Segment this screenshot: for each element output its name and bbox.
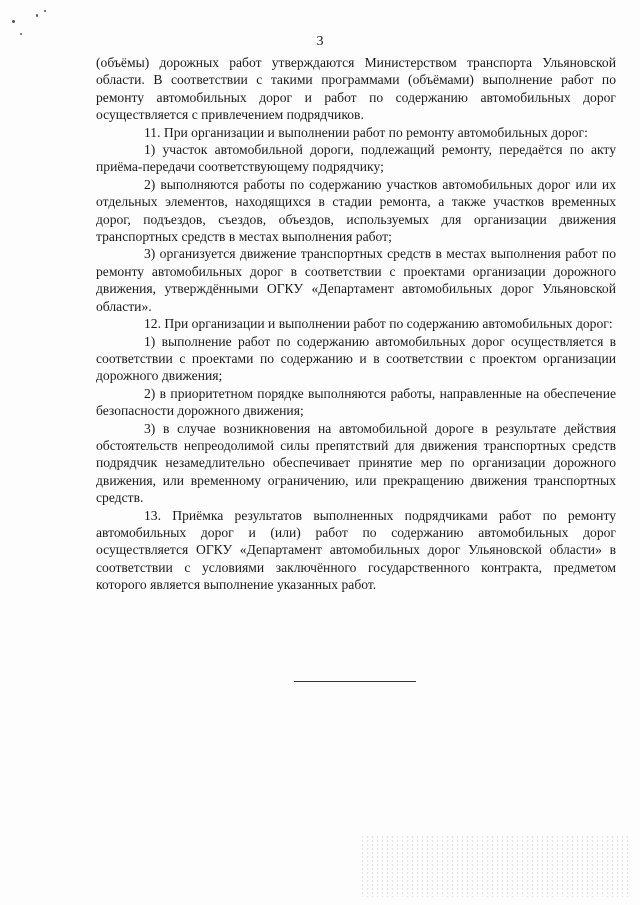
scan-speck — [12, 20, 15, 23]
paragraph: 3) организуется движение транспортных средств в местах выполнения работ по ремонту автомобильных дорог в соответствии с проектами организации дорожного движения, утверждёнными ОГКУ «Департамент автомобильных дорог Ульяновской области». — [96, 246, 616, 314]
paragraph: 3) в случае возникновения на автомобильной дороге в результате действия обстоятельств непреодолимой силы препятствий для движения транспортных средств подрядчик незамедлительно обеспечивает принятие мер по организации дорожного движения, или временному ограничению, или прекращению движения транспортных средств. — [96, 420, 616, 506]
paragraph: (объёмы) дорожных работ утверждаются Министерством транспорта Ульяновской области. В соответствии с такими программами (объёмами) выполнение работ по ремонту автомобильных дорог и работ по содержанию автомобильных дорог осуществляется с привлечением подрядчиков. — [96, 55, 616, 123]
body-text — [96, 54, 616, 594]
end-separator-line — [294, 681, 416, 682]
paragraph: 11. При организации и выполнении работ по ремонту автомобильных дорог: — [144, 124, 588, 140]
scan-speck — [36, 14, 38, 17]
paragraph: 12. При организации и выполнении работ по содержанию автомобильных дорог: — [144, 316, 613, 332]
paragraph: 2) выполняются работы по содержанию участков автомобильных дорог или их отдельных элементов, находящихся в стадии ремонта, а также участков временных дорог, подъездов, съездов, объездов, используемых для организации движения транспортных средств в местах выполнения работ; — [96, 176, 616, 245]
scan-speck — [44, 10, 46, 12]
paragraph: 13. Приёмка результатов выполненных подрядчиками работ по ремонту автомобильных дорог и (или) работ по содержанию автомобильных дорог осуществляется ОГКУ «Департамент автомобильных дорог Ульяновской области» в соответствии с условиями заключённого государственного контракта, предметом которого является выполнение указанных работ. — [96, 507, 616, 593]
paragraph: 1) выполнение работ по содержанию автомобильных дорог осуществляется в соответствии с проектами по содержанию и в соответствии с проектом организации дорожного движения; — [96, 333, 616, 384]
paragraph: 1) участок автомобильной дороги, подлежащий ремонту, передаётся по акту приёма-передачи соответствующему подрядчику; — [96, 142, 616, 175]
page-number: 3 — [316, 34, 324, 49]
scan-noise — [360, 835, 630, 897]
paragraph: 2) в приоритетном порядке выполняются работы, направленные на обеспечение безопасности дорожного движения; — [96, 385, 616, 419]
